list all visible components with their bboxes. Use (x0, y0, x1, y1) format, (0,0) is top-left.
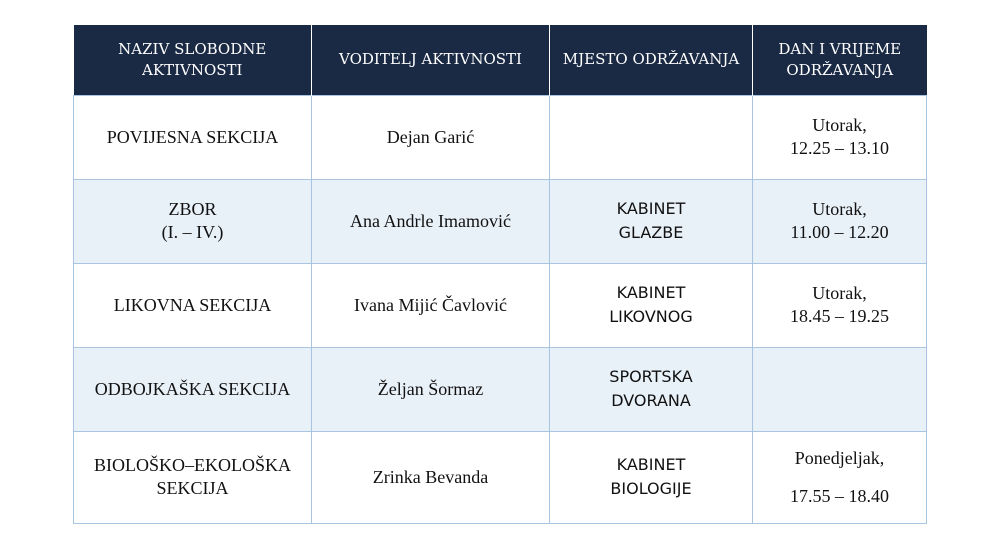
table-row (74, 263, 927, 347)
time-cell (753, 431, 927, 523)
activities-schedule-table (73, 25, 927, 524)
hours: 12.25 – 13.10 (790, 138, 889, 158)
activity-name-cell (74, 347, 312, 431)
location-line: KABINET (616, 283, 686, 302)
activity-name-line2: SEKCIJA (156, 478, 229, 498)
activity-name: ODBOJKAŠKA SEKCIJA (94, 378, 291, 399)
day: Ponedjeljak, (794, 447, 885, 468)
location-line: DVORANA (611, 391, 691, 410)
activity-name: ZBOR (168, 199, 217, 219)
day: Utorak, (812, 115, 867, 135)
leader-name: Željan Šormaz (377, 378, 484, 399)
table-row (74, 95, 927, 179)
activity-name-cell (74, 179, 312, 263)
header-location (550, 25, 753, 95)
activity-name: BIOLOŠKO–EKOLOŠKA (94, 455, 291, 475)
leader-cell (312, 263, 550, 347)
header-text: VODITELJ AKTIVNOSTI (339, 50, 522, 69)
location-line: LIKOVNOG (609, 307, 693, 326)
activity-name: POVIJESNA SEKCIJA (106, 126, 279, 147)
header-text: DAN I VRIJEME (778, 39, 902, 58)
day: Utorak, (812, 283, 867, 303)
hours: 17.55 – 18.40 (790, 485, 889, 506)
location-line: GLAZBE (618, 223, 684, 242)
leader-name: Ivana Mijić Čavlović (354, 294, 507, 315)
leader-name: Ana Andrle Imamović (350, 210, 511, 231)
table-row (74, 347, 927, 431)
table-header (74, 25, 927, 95)
leader-name: Zrinka Bevanda (372, 466, 489, 487)
activity-name: LIKOVNA SEKCIJA (113, 294, 272, 315)
leader-cell (312, 95, 550, 179)
location-cell (550, 431, 753, 523)
leader-cell (312, 431, 550, 523)
header-text: MJESTO ODRŽAVANJA (562, 50, 740, 69)
location-cell (550, 95, 753, 179)
location-line: KABINET (616, 455, 686, 474)
leader-cell (312, 179, 550, 263)
time-cell (753, 95, 927, 179)
header-activity-leader (312, 25, 550, 95)
activity-name-cell (74, 431, 312, 523)
table-row (74, 179, 927, 263)
activity-subtitle: (I. – IV.) (161, 222, 224, 242)
location-cell (550, 263, 753, 347)
header-text: NAZIV SLOBODNE (118, 39, 267, 58)
header-text: ODRŽAVANJA (786, 60, 894, 79)
location-line: SPORTSKA (609, 367, 693, 386)
time-cell (753, 347, 927, 431)
activity-name-cell (74, 263, 312, 347)
hours: 18.45 – 19.25 (790, 306, 889, 326)
leader-name: Dejan Garić (386, 126, 475, 147)
header-day-time (753, 25, 927, 95)
location-cell (550, 179, 753, 263)
location-line: KABINET (616, 199, 686, 218)
leader-cell (312, 347, 550, 431)
day: Utorak, (812, 199, 867, 219)
location-line: BIOLOGIJE (610, 479, 692, 498)
time-cell (753, 179, 927, 263)
location-cell (550, 347, 753, 431)
hours: 11.00 – 12.20 (790, 222, 889, 242)
header-text: AKTIVNOSTI (142, 60, 243, 79)
header-activity-name (74, 25, 312, 95)
time-cell (753, 263, 927, 347)
table-row (74, 431, 927, 523)
header-row (74, 25, 927, 95)
activity-name-cell (74, 95, 312, 179)
